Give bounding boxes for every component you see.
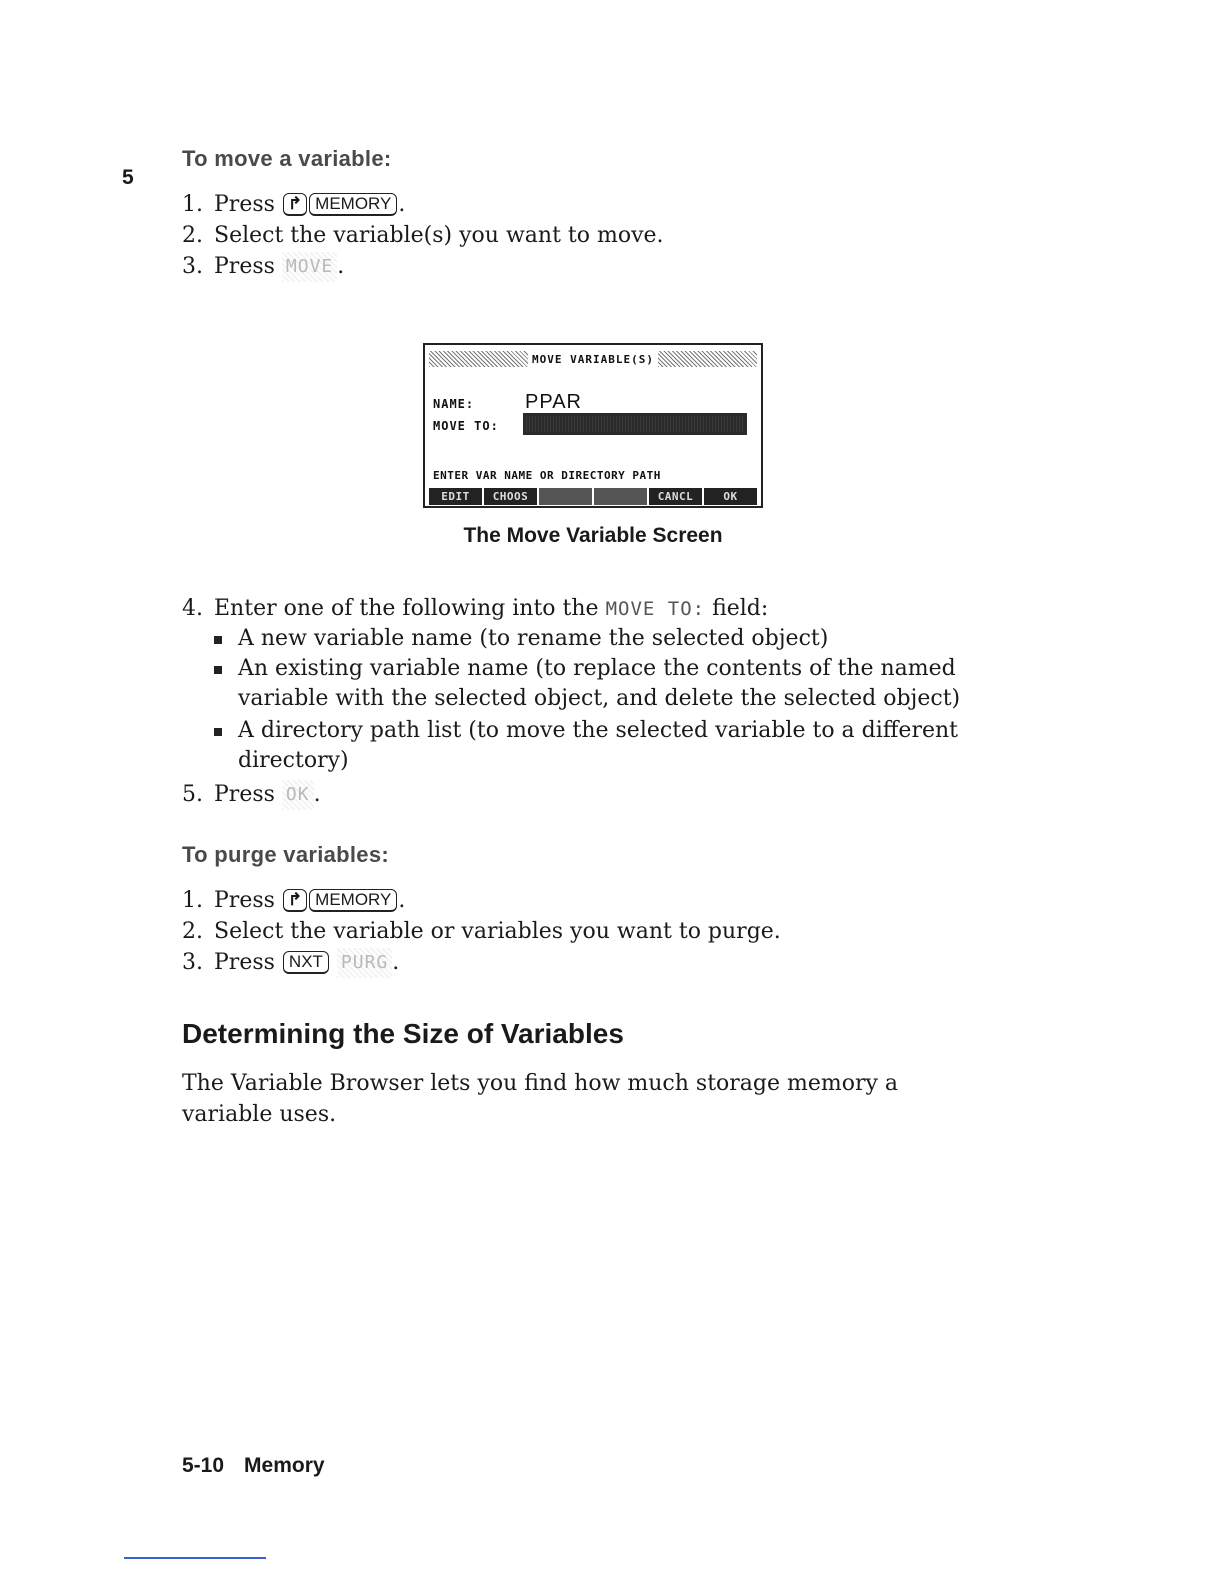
subhead-purge-variables: To purge variables: [182,842,390,867]
section-heading: Determining the Size of Variables [182,1018,624,1049]
step-number: 2. [182,223,203,248]
step-text: Select the variable or variables you want to purge. [214,919,781,944]
screen-menu-bar [429,488,757,505]
bullet-new-name [214,624,828,654]
title-dither-left [429,351,528,367]
figure-caption: The Move Variable Screen [463,524,723,547]
bullet-line: directory) [238,748,349,773]
menu-edit[interactable]: EDIT [429,488,482,505]
title-dither-right [658,351,757,367]
bullet-line: A directory path list (to move the selected variable to a different [238,718,958,743]
step-text: Press [214,254,275,279]
footer-rule [124,1557,266,1559]
step-number: 4. [182,596,203,621]
nxt-key: NXT [283,951,329,974]
step-text: Press [214,192,275,217]
body-paragraph: The Variable Browser lets you find how much storage memory a variable uses. [182,1071,899,1127]
menu-ok[interactable]: OK [704,488,757,505]
step-text: Select the variable(s) you want to move. [214,223,664,248]
bullet-square-icon [214,666,222,674]
step-number: 3. [182,254,203,279]
name-value: PPAR [525,391,582,413]
step-text: Enter one of the following into the [214,596,599,621]
move-step-5 [182,780,321,810]
footer-section: Memory [244,1454,325,1477]
step-number: 5. [182,782,203,807]
purg-softkey: PURG [337,948,392,978]
move-to-field-ref: MOVE TO: [605,598,706,620]
right-shift-key-icon: ↱ [283,889,307,912]
memory-key: MEMORY [309,889,397,912]
menu-cancl[interactable]: CANCL [649,488,702,505]
bullet-existing-name [214,654,960,714]
bullet-square-icon [214,728,222,736]
step-end: . [398,192,406,217]
bullet-line: variable with the selected object, and delete the selected object) [238,686,961,711]
step-number: 3. [182,950,203,975]
right-shift-key-icon: ↱ [283,193,307,216]
step-end: . [337,254,345,279]
step-number: 2. [182,919,203,944]
bullet-square-icon [214,636,222,644]
move-step-3 [182,252,344,282]
page-footer [182,1454,345,1478]
move-to-field[interactable] [523,413,747,435]
bullet-line: A new variable name (to rename the selected object) [238,626,829,651]
subhead-move-variable: To move a variable: [182,146,392,171]
page-number: 5-10 [182,1454,225,1477]
move-to-label: MOVE TO: [433,419,499,433]
step-end: . [313,782,321,807]
step-text: Press [214,950,275,975]
screen-title-bar [429,349,757,369]
step-end: . [398,888,406,913]
memory-key: MEMORY [309,193,397,216]
step-end: . [392,950,400,975]
screen-message: ENTER VAR NAME OR DIRECTORY PATH [433,469,661,482]
name-label: NAME: [433,397,475,411]
menu-blank-1 [539,488,592,505]
step-text: Press [214,782,275,807]
step-text: Press [214,888,275,913]
step-number: 1. [182,888,203,913]
bullet-directory-path [214,716,958,776]
step-number: 1. [182,192,203,217]
ok-softkey: OK [282,780,314,810]
menu-blank-2 [594,488,647,505]
chapter-tab: 5 [122,166,134,189]
purge-step-2 [182,917,781,947]
screen-title: MOVE VARIABLE(S) [532,352,654,366]
purge-step-1 [182,886,405,916]
move-step-1 [182,190,405,220]
menu-choos[interactable]: CHOOS [484,488,537,505]
bullet-line: An existing variable name (to replace the contents of the named [238,656,956,681]
step-text-after: field: [712,596,769,621]
move-step-4 [182,594,768,624]
purge-step-3 [182,948,399,978]
move-step-2 [182,221,664,251]
move-variable-screen [423,343,763,508]
move-softkey: MOVE [282,252,337,282]
